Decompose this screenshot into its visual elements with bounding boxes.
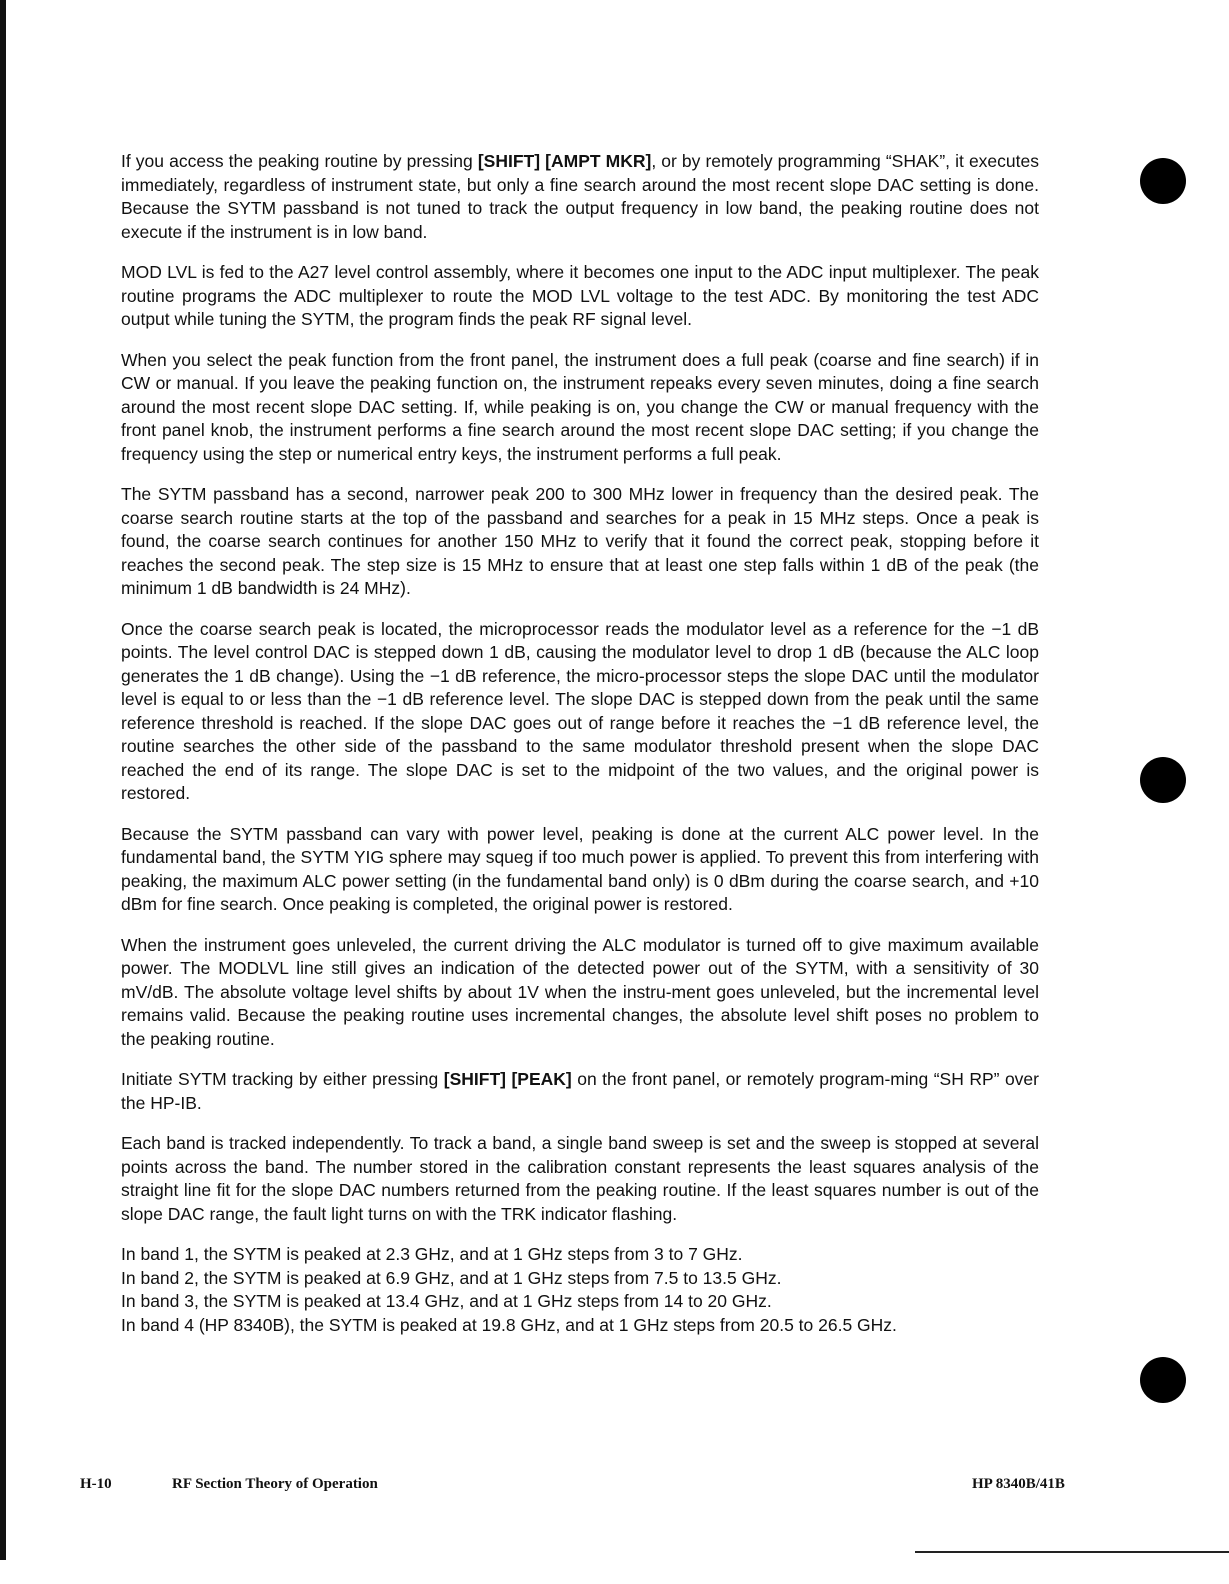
paragraph-text: on the front panel, or remotely program-ming “SH RP” over the HP-IB. (121, 1069, 1039, 1113)
paragraph-tracking (121, 1068, 1039, 1115)
paragraph-peaking-access (121, 150, 1039, 244)
band-line-3: In band 3, the SYTM is peaked at 13.4 GHz, and at 1 GHz steps from 14 to 20 GHz. (121, 1291, 772, 1311)
key-peak: [PEAK] (511, 1069, 572, 1089)
band-line-4: In band 4 (HP 8340B), the SYTM is peaked at 19.8 GHz, and at 1 GHz steps from 20.5 to 26.5 GHz. (121, 1314, 897, 1335)
band-line-2: In band 2, the SYTM is peaked at 6.9 GHz, and at 1 GHz steps from 7.5 to 13.5 GHz. (121, 1267, 782, 1288)
footer-section-title: RF Section Theory of Operation (172, 1476, 378, 1492)
band-line-1: In band 1, the SYTM is peaked at 2.3 GHz, and at 1 GHz steps from 3 to 7 GHz. (121, 1244, 743, 1264)
paragraph-text: Initiate SYTM tracking by either pressing (121, 1069, 444, 1089)
binder-hole-top (1140, 158, 1186, 204)
binder-hole-middle (1140, 757, 1186, 803)
bottom-rule (915, 1551, 1229, 1553)
key-ampt-mkr: [AMPT MKR] (545, 151, 652, 171)
paragraph-power-level: Because the SYTM passband can vary with power level, peaking is done at the current ALC power level. In the fundamental band, the SYTM YIG sphere may squeg if too much power is applied. To prevent this from interfering with peaking, the maximum ALC power setting (in the fundamental band only) is 0 dBm during the coarse search, and +10 dBm for fine search. Once peaking is completed, the original power is restored. (121, 823, 1039, 914)
paragraph-band-tracking: Each band is tracked independently. To track a band, a single band sweep is set and the sweep is stopped at several points across the band. The number stored in the calibration constant represents the least squares analysis of the straight line fit for the slope DAC numbers returned from the peaking routine. If the least squares number is out of the slope DAC range, the fault light turns on with the TRK indicator flashing. (121, 1133, 1039, 1224)
paragraph-sytm-passband: The SYTM passband has a second, narrower peak 200 to 300 MHz lower in frequency than the desired peak. The coarse search routine starts at the top of the passband and searches for a peak in 15 MHz steps. Once a peak is found, the coarse search continues for another 150 MHz to verify that it found the correct peak, stopping before it reaches the second peak. The step size is 15 MHz to ensure that at least one step falls within 1 dB of the peak (the minimum 1 dB bandwidth is 24 MHz). (121, 484, 1039, 598)
page-body (121, 150, 1039, 1337)
key-shift: [SHIFT] (443, 1069, 506, 1089)
footer-page-number: H-10 (80, 1476, 112, 1492)
paragraph-text: If you access the peaking routine by pressing (121, 151, 478, 171)
paragraph-peak-function: When you select the peak function from the front panel, the instrument does a full peak (coarse and fine search) if in CW or manual. If you leave the peaking function on, the instrument repeaks every seven minutes, doing a fine search around the most recent slope DAC setting. If, while peaking is on, you change the CW or manual frequency with the front panel knob, the instrument performs a fine search around the most recent slope DAC setting; if you change the frequency using the step or numerical entry keys, the instrument performs a full peak. (121, 349, 1039, 464)
footer-model-number: HP 8340B/41B (972, 1476, 1065, 1492)
key-shift: [SHIFT] (477, 151, 541, 171)
paragraph-unleveled: When the instrument goes unleveled, the current driving the ALC modulator is turned off to give maximum available power. The MODLVL line still gives an indication of the detected power out of the SYTM, with a sensitivity of 30 mV/dB. The absolute voltage level shifts by about 1V when the instru-ment goes unleveled, but the incremental level remains valid. Because the peaking routine uses incremental changes, the absolute level shift poses no problem to the peaking routine. (121, 934, 1039, 1049)
paragraph-coarse-search: Once the coarse search peak is located, the microprocessor reads the modulator level as a reference for the −1 dB points. The level control DAC is stepped down 1 dB, causing the modulator level to drop 1 dB (because the ALC loop generates the 1 dB change). Using the −1 dB reference, the micro-processor steps the slope DAC until the modulator level is equal to or less than the −1 dB reference level. The slope DAC is stepped down from the peak until the same reference threshold is reached. If the slope DAC goes out of range before it reaches the −1 dB reference level, the routine searches the other side of the passband to the same modulator threshold present when the slope DAC reached the end of its range. The slope DAC is set to the midpoint of the two values, and the original power is restored. (121, 618, 1039, 803)
left-margin-rule (0, 0, 6, 1560)
paragraph-mod-lvl: MOD LVL is fed to the A27 level control assembly, where it becomes one input to the ADC input multiplexer. The peak routine programs the ADC multiplexer to route the MOD LVL voltage to the test ADC. By monitoring the test ADC output while tuning the SYTM, the program finds the peak RF signal level. (121, 262, 1039, 329)
paragraph-text: , or by remotely programming “SHAK”, it executes immediately, regardless of instrument state, but only a fine search around the most recent slope DAC setting is done. Because the SYTM passband is not tuned to track the output frequency in low band, the peaking routine does not execute if the instrument is in low band. (121, 151, 1039, 242)
binder-hole-bottom (1140, 1357, 1186, 1403)
band-list (121, 1243, 1039, 1337)
